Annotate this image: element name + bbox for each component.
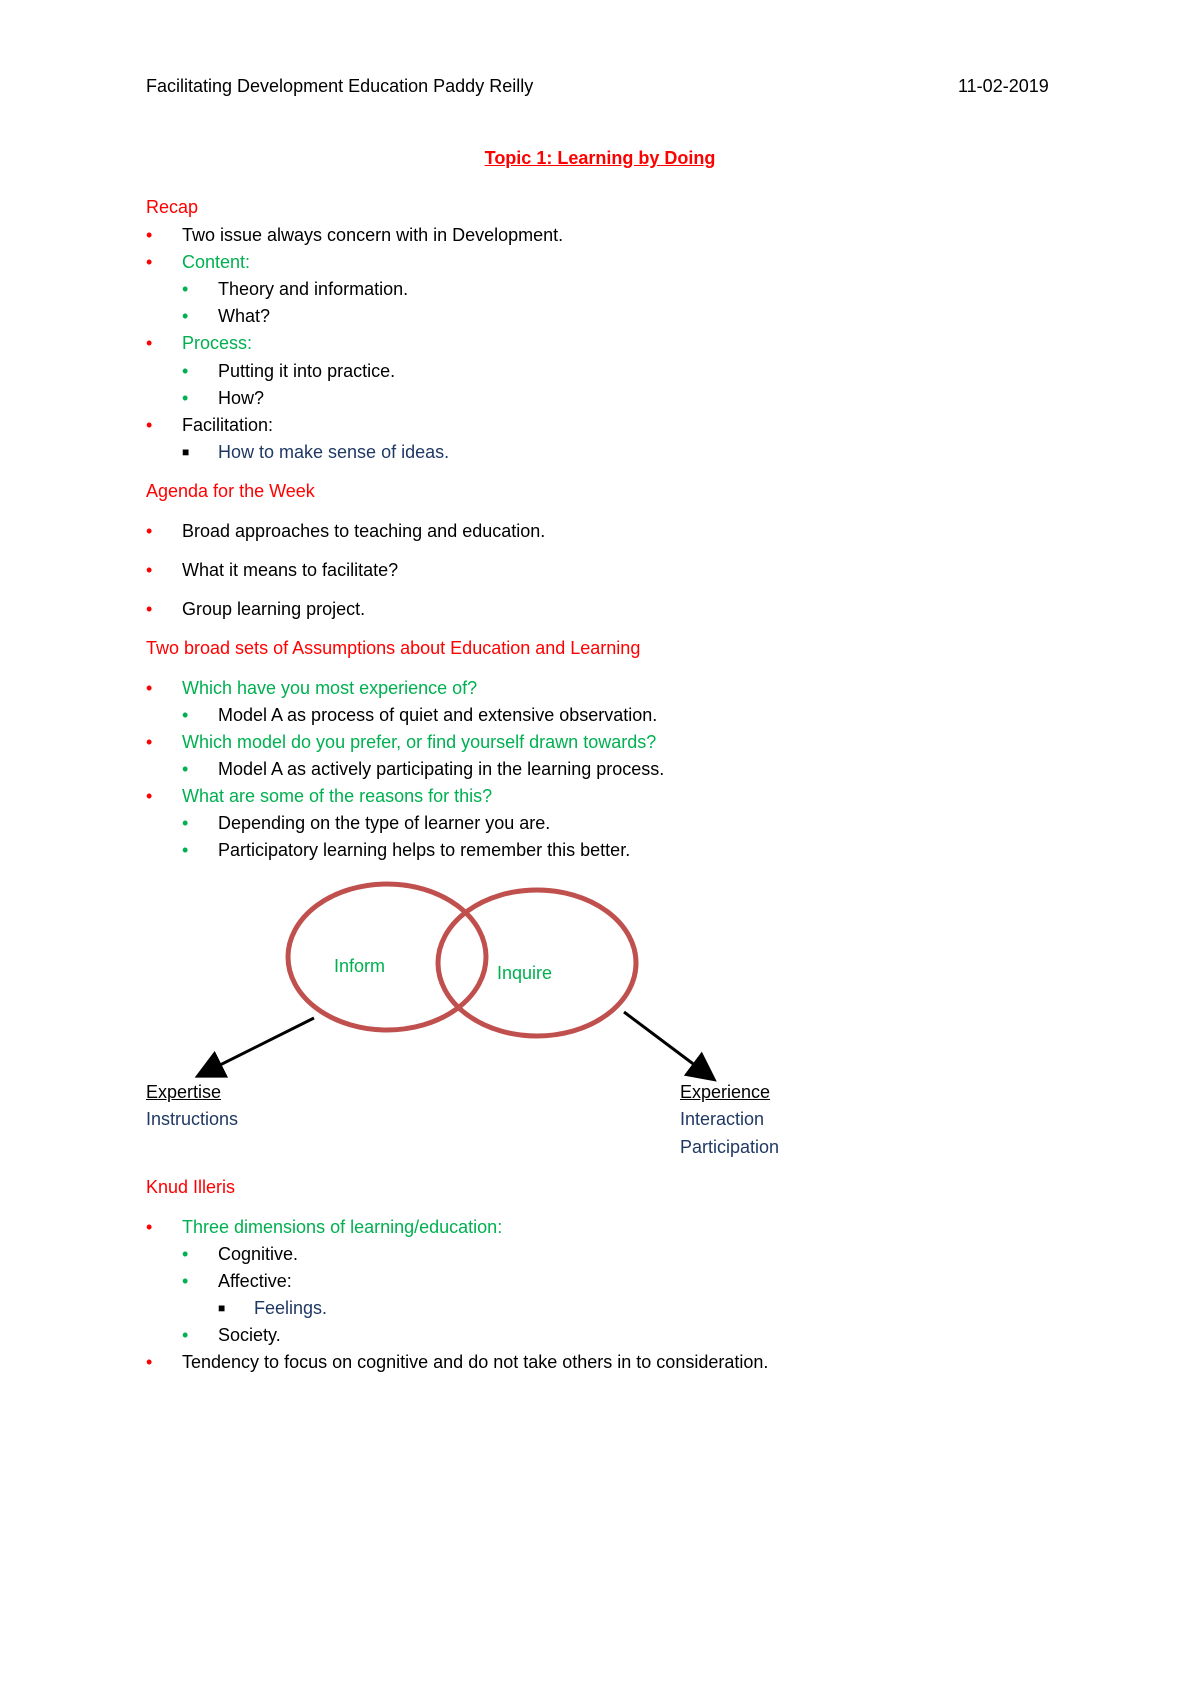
bullet-icon: • <box>182 306 189 326</box>
bullet-icon: • <box>146 560 153 580</box>
square-bullet-icon: ■ <box>182 445 190 459</box>
list-item: ■ Feelings. <box>218 1298 328 1318</box>
list-item: • Theory and information. <box>182 279 409 299</box>
bullet-icon: • <box>146 786 153 806</box>
inquire-label: Inquire <box>497 963 553 983</box>
list-item: • Tendency to focus on cognitive and do not take others in to consideration. <box>146 1352 769 1372</box>
bullet-icon: • <box>146 732 153 752</box>
list-item: • Two issue always concern with in Development. <box>146 225 564 245</box>
agenda-heading: Agenda for the Week <box>146 481 315 501</box>
list-item: • Content: <box>146 252 251 272</box>
list-item: • Broad approaches to teaching and education. <box>146 521 546 541</box>
arrow-to-expertise <box>200 1018 314 1075</box>
list-item: • Which have you most experience of? <box>146 678 478 698</box>
list-item: • Which model do you prefer, or find yourself drawn towards? <box>146 732 657 752</box>
list-item: • What are some of the reasons for this? <box>146 786 493 806</box>
recap-heading: Recap <box>146 197 199 217</box>
page-title: Topic 1: Learning by Doing <box>484 148 716 168</box>
illeris-heading: Knud Illeris <box>146 1177 236 1197</box>
bullet-icon: • <box>182 759 189 779</box>
bullet-icon: • <box>182 1271 189 1291</box>
list-item: • Model A as process of quiet and extensive observation. <box>182 705 658 725</box>
list-item: • Group learning project. <box>146 599 366 619</box>
list-item: • Process: <box>146 333 253 353</box>
bullet-icon: • <box>182 361 189 381</box>
list-item: ■ How to make sense of ideas. <box>182 442 450 462</box>
experience-heading: Experience <box>680 1082 771 1102</box>
bullet-icon: • <box>146 678 153 698</box>
list-item: • Affective: <box>182 1271 292 1291</box>
bullet-icon: • <box>146 1217 153 1237</box>
list-item: • Depending on the type of learner you are. <box>182 813 551 833</box>
bullet-icon: • <box>182 813 189 833</box>
list-item: • What it means to facilitate? <box>146 560 399 580</box>
square-bullet-icon: ■ <box>218 1301 226 1315</box>
list-item: • Three dimensions of learning/education: <box>146 1217 503 1237</box>
participation-label: Participation <box>680 1137 780 1157</box>
bullet-icon: • <box>146 225 153 245</box>
interaction-label: Interaction <box>680 1109 765 1129</box>
list-item: • Model A as actively participating in the learning process. <box>182 759 665 779</box>
bullet-icon: • <box>146 252 153 272</box>
bullet-icon: • <box>182 279 189 299</box>
bullet-icon: • <box>146 521 153 541</box>
bullet-icon: • <box>182 1244 189 1264</box>
bullet-icon: • <box>146 333 153 353</box>
list-item: • How? <box>182 388 265 408</box>
assumptions-heading: Two broad sets of Assumptions about Education and Learning <box>146 638 641 658</box>
bullet-icon: • <box>182 388 189 408</box>
bullet-icon: • <box>146 599 153 619</box>
list-item: • What? <box>182 306 271 326</box>
bullet-icon: • <box>182 840 189 860</box>
inform-label: Inform <box>334 956 386 976</box>
bullet-icon: • <box>182 705 189 725</box>
list-item: • Putting it into practice. <box>182 361 396 381</box>
header-date: 11-02-2019 <box>958 76 1049 96</box>
list-item: • Society. <box>182 1325 281 1345</box>
expertise-heading: Expertise <box>146 1082 222 1102</box>
list-item: • Participatory learning helps to remember this better. <box>182 840 631 860</box>
bullet-icon: • <box>146 1352 153 1372</box>
instructions-label: Instructions <box>146 1109 239 1129</box>
header-course: Facilitating Development Education Paddy Reilly <box>146 76 534 96</box>
list-item: • Facilitation: <box>146 415 274 435</box>
arrow-to-experience <box>624 1012 712 1078</box>
bullet-icon: • <box>182 1325 189 1345</box>
bullet-icon: • <box>146 415 153 435</box>
list-item: • Cognitive. <box>182 1244 299 1264</box>
